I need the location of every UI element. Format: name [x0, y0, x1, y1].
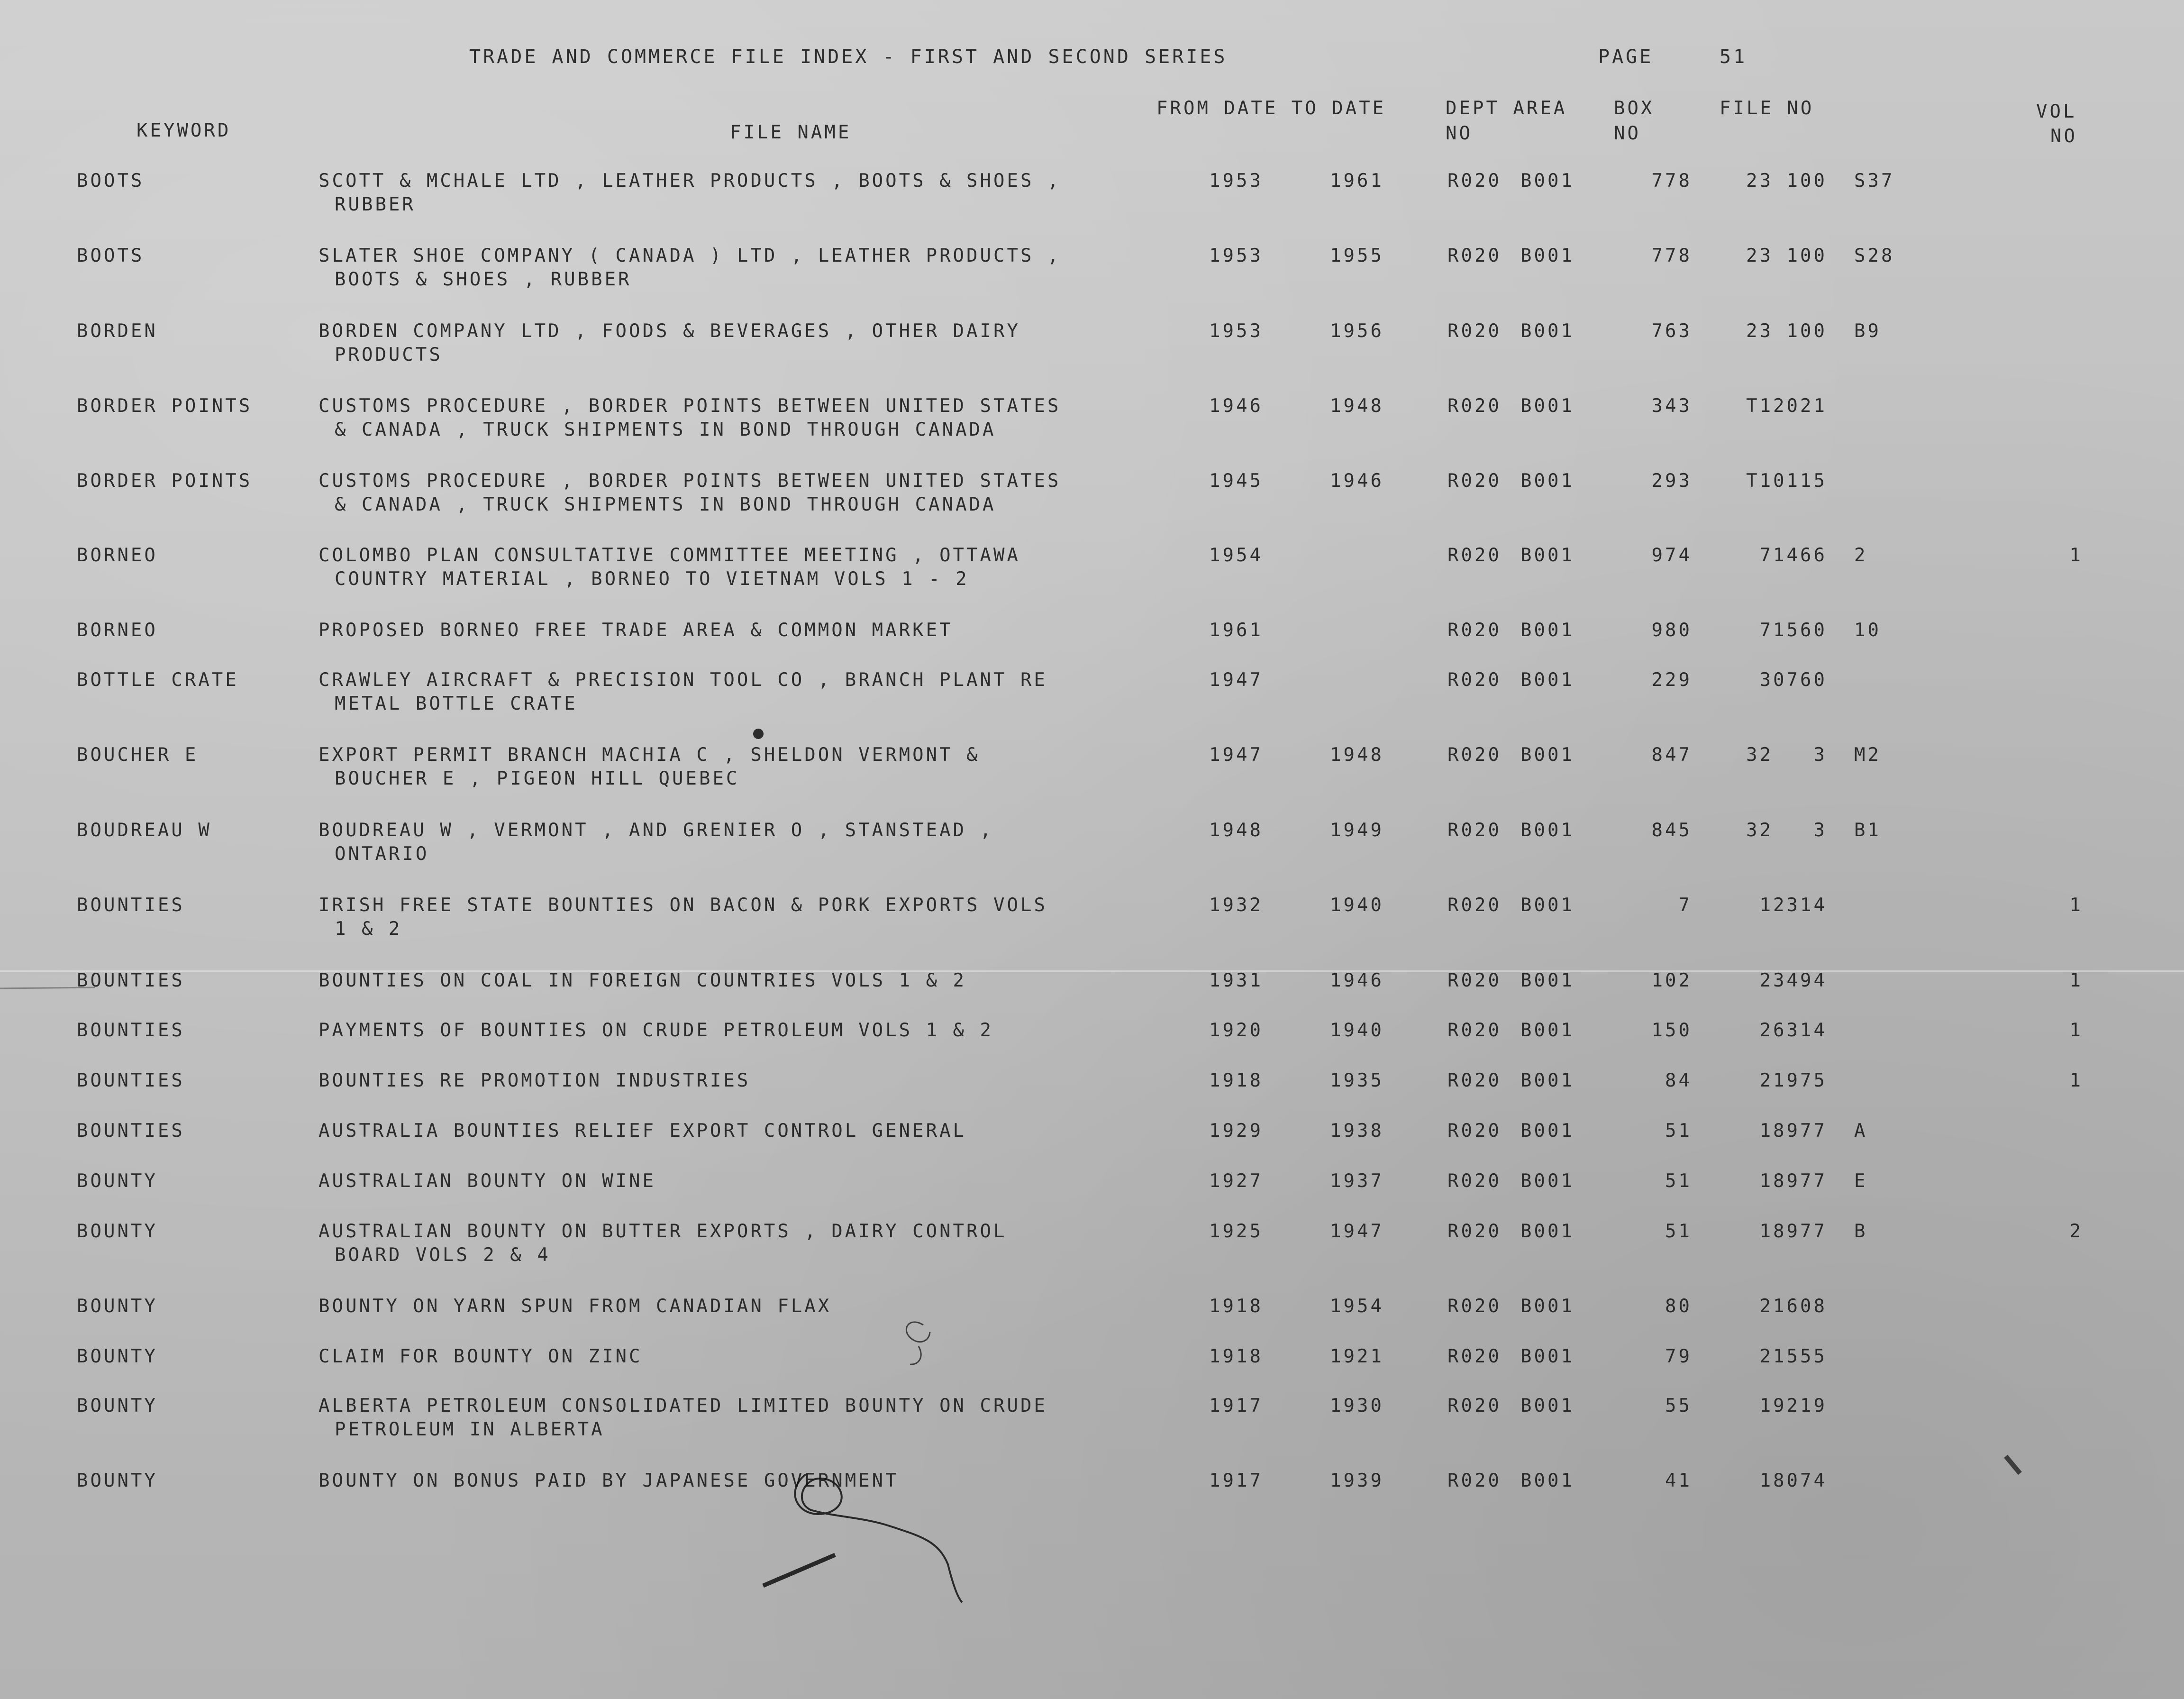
entry-file-no: 23494 — [1759, 970, 1827, 991]
entry-file-name: CUSTOMS PROCEDURE , BORDER POINTS BETWEEN UNITED STATES — [318, 395, 1061, 417]
entry-dept-no: R020 — [1447, 470, 1502, 492]
column-header-vol: VOL — [2036, 101, 2077, 122]
entry-box-no: 293 — [1651, 470, 1692, 492]
entry-to-date: 1947 — [1330, 1221, 1384, 1242]
entry-dept-no: R020 — [1447, 744, 1502, 766]
entry-to-date: 1948 — [1330, 744, 1384, 766]
entry-file-no: 18074 — [1759, 1470, 1827, 1491]
entry-from-date: 1918 — [1209, 1346, 1263, 1367]
entry-from-date: 1920 — [1209, 1020, 1263, 1041]
entry-to-date: 1921 — [1330, 1346, 1384, 1367]
entry-box-no: 51 — [1665, 1120, 1692, 1142]
entry-to-date: 1937 — [1330, 1170, 1384, 1192]
entry-file-no: 18977 — [1759, 1170, 1827, 1192]
entry-file-name: CRAWLEY AIRCRAFT & PRECISION TOOL CO , BRANCH PLANT RE — [318, 669, 1047, 691]
entry-file-no: 19219 — [1759, 1395, 1827, 1416]
entry-to-date: 1961 — [1330, 170, 1384, 192]
entry-from-date: 1945 — [1209, 470, 1263, 492]
page-number: 51 — [1720, 46, 1747, 68]
entry-file-name-continued: COUNTRY MATERIAL , BORNEO TO VIETNAM VOLS 1 - 2 — [335, 568, 969, 590]
entry-file-no: 26314 — [1759, 1020, 1827, 1041]
entry-file-name: BOUDREAU W , VERMONT , AND GRENIER O , STANSTEAD , — [318, 820, 993, 841]
entry-from-date: 1929 — [1209, 1120, 1263, 1142]
entry-box-no: 7 — [1678, 895, 1692, 916]
entry-file-name: AUSTRALIA BOUNTIES RELIEF EXPORT CONTROL GENERAL — [318, 1120, 967, 1142]
entry-from-date: 1932 — [1209, 895, 1263, 916]
entry-dept-no: R020 — [1447, 669, 1502, 691]
entry-keyword: BOUNTY — [77, 1170, 158, 1192]
entry-file-name: CUSTOMS PROCEDURE , BORDER POINTS BETWEEN UNITED STATES — [318, 470, 1061, 492]
entry-file-name-continued: BOARD VOLS 2 & 4 — [335, 1244, 551, 1266]
entry-file-no-suffix: S28 — [1854, 245, 1895, 266]
entry-file-name: BOUNTY ON YARN SPUN FROM CANADIAN FLAX — [318, 1296, 832, 1317]
entry-file-name: AUSTRALIAN BOUNTY ON BUTTER EXPORTS , DAIRY CONTROL — [318, 1221, 1007, 1242]
entry-dept-no: R020 — [1447, 245, 1502, 266]
entry-file-no: 18977 — [1759, 1221, 1827, 1242]
entry-box-no: 763 — [1651, 320, 1692, 342]
entry-keyword: BOUNTY — [77, 1221, 158, 1242]
entry-dept-no: R020 — [1447, 170, 1502, 192]
column-header-file-no: FILE NO — [1720, 98, 1814, 119]
entry-box-no: 974 — [1651, 545, 1692, 566]
entry-keyword: BOUNTIES — [77, 1020, 185, 1041]
entry-file-no-suffix: M2 — [1854, 744, 1881, 766]
entry-keyword: BOUCHER E — [77, 744, 199, 766]
entry-to-date: 1938 — [1330, 1120, 1384, 1142]
entry-box-no: 79 — [1665, 1346, 1692, 1367]
entry-file-no-suffix: B9 — [1854, 320, 1881, 342]
entry-from-date: 1918 — [1209, 1070, 1263, 1091]
entry-vol-no: 1 — [2069, 1070, 2083, 1091]
entry-to-date: 1946 — [1330, 470, 1384, 492]
entry-dept-no: R020 — [1447, 1120, 1502, 1142]
entry-to-date: 1940 — [1330, 1020, 1384, 1041]
entry-area-no: B001 — [1520, 170, 1574, 192]
entry-box-no: 51 — [1665, 1221, 1692, 1242]
entry-file-name: PAYMENTS OF BOUNTIES ON CRUDE PETROLEUM VOLS 1 & 2 — [318, 1020, 993, 1041]
entry-area-no: B001 — [1520, 1470, 1574, 1491]
entry-dept-no: R020 — [1447, 1395, 1502, 1416]
entry-area-no: B001 — [1520, 470, 1574, 492]
entry-to-date: 1946 — [1330, 970, 1384, 991]
entry-dept-no: R020 — [1447, 395, 1502, 417]
entry-area-no: B001 — [1520, 1395, 1574, 1416]
entry-file-no: 18977 — [1759, 1120, 1827, 1142]
entry-to-date: 1935 — [1330, 1070, 1384, 1091]
entry-keyword: BORDER POINTS — [77, 395, 253, 417]
entry-file-no-suffix: 2 — [1854, 545, 1868, 566]
entry-area-no: B001 — [1520, 395, 1574, 417]
entry-vol-no: 2 — [2069, 1221, 2083, 1242]
entry-dept-no: R020 — [1447, 1470, 1502, 1491]
entry-area-no: B001 — [1520, 1020, 1574, 1041]
entry-dept-no: R020 — [1447, 1170, 1502, 1192]
column-header-box: BOX — [1614, 98, 1655, 119]
entry-from-date: 1925 — [1209, 1221, 1263, 1242]
column-header-vol-no: NO — [2050, 126, 2077, 147]
entry-box-no: 41 — [1665, 1470, 1692, 1491]
entry-area-no: B001 — [1520, 1346, 1574, 1367]
entry-file-no: 32 3 — [1746, 820, 1827, 841]
entry-file-name: CLAIM FOR BOUNTY ON ZINC — [318, 1346, 643, 1367]
entry-from-date: 1953 — [1209, 245, 1263, 266]
entry-vol-no: 1 — [2069, 545, 2083, 566]
entry-box-no: 778 — [1651, 245, 1692, 266]
entry-file-name-continued: BOOTS & SHOES , RUBBER — [335, 269, 632, 290]
entry-file-name: SCOTT & MCHALE LTD , LEATHER PRODUCTS , BOOTS & SHOES , — [318, 170, 1061, 192]
entry-to-date: 1948 — [1330, 395, 1384, 417]
entry-dept-no: R020 — [1447, 1221, 1502, 1242]
entry-keyword: BOOTS — [77, 245, 145, 266]
entry-box-no: 80 — [1665, 1296, 1692, 1317]
entry-dept-no: R020 — [1447, 1070, 1502, 1091]
entry-area-no: B001 — [1520, 1070, 1574, 1091]
entry-box-no: 51 — [1665, 1170, 1692, 1192]
entry-file-no-suffix: A — [1854, 1120, 1868, 1142]
entry-file-name: AUSTRALIAN BOUNTY ON WINE — [318, 1170, 656, 1192]
entry-file-name: EXPORT PERMIT BRANCH MACHIA C , SHELDON VERMONT & — [318, 744, 980, 766]
column-header-dept-area: DEPT AREA — [1446, 98, 1567, 119]
entry-file-name: BOUNTY ON BONUS PAID BY JAPANESE GOVERNMENT — [318, 1470, 899, 1491]
entry-file-name-continued: PRODUCTS — [335, 344, 443, 365]
entry-from-date: 1927 — [1209, 1170, 1263, 1192]
entry-from-date: 1931 — [1209, 970, 1263, 991]
entry-file-no-suffix: B1 — [1854, 820, 1881, 841]
entry-keyword: BORDER POINTS — [77, 470, 253, 492]
entry-vol-no: 1 — [2069, 970, 2083, 991]
entry-dept-no: R020 — [1447, 620, 1502, 641]
entry-box-no: 343 — [1651, 395, 1692, 417]
entry-area-no: B001 — [1520, 1221, 1574, 1242]
page-label: PAGE — [1598, 46, 1654, 68]
entry-file-no: 23 100 — [1746, 320, 1827, 342]
entry-from-date: 1948 — [1209, 820, 1263, 841]
page-title: TRADE AND COMMERCE FILE INDEX - FIRST AND SECOND SERIES — [469, 46, 1228, 68]
entry-to-date: 1955 — [1330, 245, 1384, 266]
entry-keyword: BOUNTIES — [77, 895, 185, 916]
entry-file-name-continued: RUBBER — [335, 194, 416, 215]
entry-file-no-suffix: 10 — [1854, 620, 1881, 641]
entry-keyword: BOUNTIES — [77, 1070, 185, 1091]
entry-box-no: 84 — [1665, 1070, 1692, 1091]
entry-from-date: 1917 — [1209, 1470, 1263, 1491]
entry-area-no: B001 — [1520, 620, 1574, 641]
entry-keyword: BOTTLE CRATE — [77, 669, 239, 691]
entry-to-date: 1956 — [1330, 320, 1384, 342]
column-header-dept-area-no: NO — [1446, 123, 1473, 144]
entry-file-name-continued: ONTARIO — [335, 843, 429, 865]
entry-to-date: 1940 — [1330, 895, 1384, 916]
entry-dept-no: R020 — [1447, 820, 1502, 841]
entry-file-name-continued: PETROLEUM IN ALBERTA — [335, 1419, 605, 1440]
entry-file-name: IRISH FREE STATE BOUNTIES ON BACON & PORK EXPORTS VOLS — [318, 895, 1047, 916]
entry-to-date: 1949 — [1330, 820, 1384, 841]
entry-file-name-continued: BOUCHER E , PIGEON HILL QUEBEC — [335, 768, 740, 789]
entry-box-no: 847 — [1651, 744, 1692, 766]
column-header-file-name: FILE NAME — [730, 122, 852, 143]
entry-box-no: 229 — [1651, 669, 1692, 691]
entry-file-name: BOUNTIES ON COAL IN FOREIGN COUNTRIES VOLS 1 & 2 — [318, 970, 967, 991]
entry-dept-no: R020 — [1447, 1346, 1502, 1367]
entry-box-no: 980 — [1651, 620, 1692, 641]
entry-file-no: 71466 — [1759, 545, 1827, 566]
entry-keyword: BOUNTY — [77, 1470, 158, 1491]
entry-file-name-continued: 1 & 2 — [335, 918, 402, 940]
entry-keyword: BOUNTY — [77, 1395, 158, 1416]
entry-file-name: COLOMBO PLAN CONSULTATIVE COMMITTEE MEETING , OTTAWA — [318, 545, 1020, 566]
entry-file-no-suffix: E — [1854, 1170, 1868, 1192]
column-header-box-no: NO — [1614, 123, 1641, 144]
entry-file-name: ALBERTA PETROLEUM CONSOLIDATED LIMITED BOUNTY ON CRUDE — [318, 1395, 1047, 1416]
entry-file-name: PROPOSED BORNEO FREE TRADE AREA & COMMON MARKET — [318, 620, 953, 641]
entry-area-no: B001 — [1520, 1120, 1574, 1142]
column-header-from-to-date: FROM DATE TO DATE — [1156, 98, 1386, 119]
entry-box-no: 150 — [1651, 1020, 1692, 1041]
entry-box-no: 845 — [1651, 820, 1692, 841]
entry-area-no: B001 — [1520, 744, 1574, 766]
entry-box-no: 55 — [1665, 1395, 1692, 1416]
entry-file-no: 12314 — [1759, 895, 1827, 916]
entry-from-date: 1947 — [1209, 669, 1263, 691]
entry-file-no: T10115 — [1746, 470, 1827, 492]
entry-file-no: T12021 — [1746, 395, 1827, 417]
entry-from-date: 1947 — [1209, 744, 1263, 766]
entry-area-no: B001 — [1520, 1296, 1574, 1317]
entry-from-date: 1953 — [1209, 320, 1263, 342]
entry-dept-no: R020 — [1447, 1296, 1502, 1317]
entry-file-no: 30760 — [1759, 669, 1827, 691]
entry-keyword: BOUNTIES — [77, 970, 185, 991]
entry-from-date: 1954 — [1209, 545, 1263, 566]
entry-file-name-continued: & CANADA , TRUCK SHIPMENTS IN BOND THROUGH CANADA — [335, 419, 996, 440]
entry-file-no: 32 3 — [1746, 744, 1827, 766]
entry-file-no: 21608 — [1759, 1296, 1827, 1317]
entry-area-no: B001 — [1520, 245, 1574, 266]
entry-dept-no: R020 — [1447, 970, 1502, 991]
entry-file-no: 71560 — [1759, 620, 1827, 641]
entry-from-date: 1946 — [1209, 395, 1263, 417]
entry-file-name-continued: & CANADA , TRUCK SHIPMENTS IN BOND THROUGH CANADA — [335, 494, 996, 515]
entry-area-no: B001 — [1520, 895, 1574, 916]
entry-dept-no: R020 — [1447, 320, 1502, 342]
entry-keyword: BOUNTY — [77, 1346, 158, 1367]
entry-file-no-suffix: S37 — [1854, 170, 1895, 192]
entry-dept-no: R020 — [1447, 1020, 1502, 1041]
entry-from-date: 1953 — [1209, 170, 1263, 192]
entry-keyword: BORDEN — [77, 320, 158, 342]
entry-vol-no: 1 — [2069, 1020, 2083, 1041]
entry-to-date: 1930 — [1330, 1395, 1384, 1416]
entry-keyword: BOUDREAU W — [77, 820, 212, 841]
entry-keyword: BOUNTY — [77, 1296, 158, 1317]
entry-area-no: B001 — [1520, 545, 1574, 566]
entry-file-name: BORDEN COMPANY LTD , FOODS & BEVERAGES , OTHER DAIRY — [318, 320, 1020, 342]
entry-box-no: 778 — [1651, 170, 1692, 192]
entry-file-name: BOUNTIES RE PROMOTION INDUSTRIES — [318, 1070, 751, 1091]
entry-file-no: 21555 — [1759, 1346, 1827, 1367]
entry-file-no: 23 100 — [1746, 245, 1827, 266]
entry-file-no: 21975 — [1759, 1070, 1827, 1091]
entry-keyword: BOOTS — [77, 170, 145, 192]
entry-file-name-continued: METAL BOTTLE CRATE — [335, 693, 578, 714]
entry-area-no: B001 — [1520, 1170, 1574, 1192]
entry-from-date: 1918 — [1209, 1296, 1263, 1317]
entry-to-date: 1939 — [1330, 1470, 1384, 1491]
entry-file-name: SLATER SHOE COMPANY ( CANADA ) LTD , LEATHER PRODUCTS , — [318, 245, 1061, 266]
entry-vol-no: 1 — [2069, 895, 2083, 916]
entry-area-no: B001 — [1520, 820, 1574, 841]
entry-dept-no: R020 — [1447, 895, 1502, 916]
entry-from-date: 1961 — [1209, 620, 1263, 641]
column-header-keyword: KEYWORD — [136, 120, 231, 141]
entry-dept-no: R020 — [1447, 545, 1502, 566]
entry-area-no: B001 — [1520, 669, 1574, 691]
entry-keyword: BORNEO — [77, 620, 158, 641]
entry-box-no: 102 — [1651, 970, 1692, 991]
entry-keyword: BORNEO — [77, 545, 158, 566]
entry-keyword: BOUNTIES — [77, 1120, 185, 1142]
entry-to-date: 1954 — [1330, 1296, 1384, 1317]
entry-file-no-suffix: B — [1854, 1221, 1868, 1242]
entry-file-no: 23 100 — [1746, 170, 1827, 192]
entry-area-no: B001 — [1520, 320, 1574, 342]
entry-area-no: B001 — [1520, 970, 1574, 991]
entry-from-date: 1917 — [1209, 1395, 1263, 1416]
